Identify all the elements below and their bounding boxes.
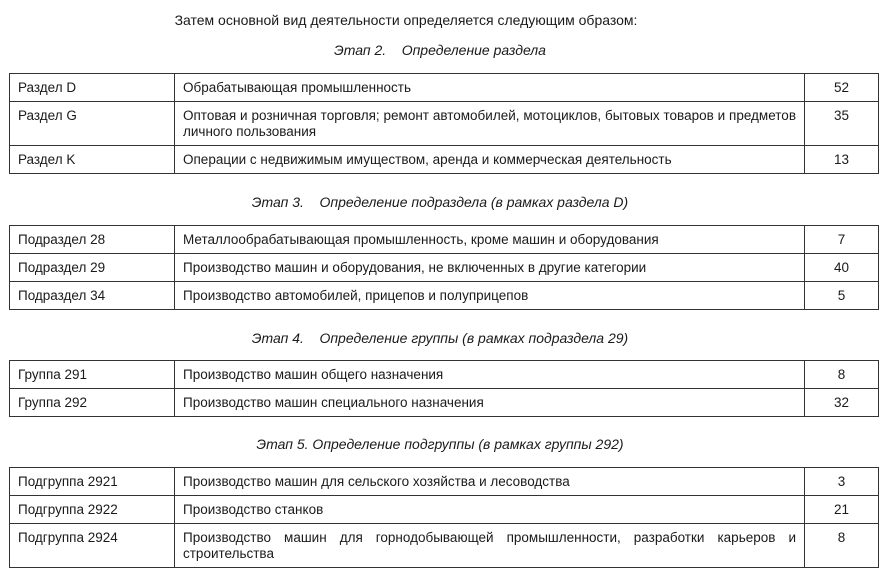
row-code: Группа 291 <box>10 361 175 389</box>
row-description: Производство автомобилей, прицепов и полуприцепов <box>175 282 805 310</box>
intro-text: Затем основной вид деятельности определяется следующим образом: <box>174 12 638 28</box>
table-row <box>10 468 879 496</box>
row-value: 3 <box>805 468 879 496</box>
row-value: 8 <box>805 524 879 568</box>
table-row <box>10 102 879 146</box>
row-description: Производство машин для сельского хозяйства и лесоводства <box>175 468 805 496</box>
row-description: Производство машин общего назначения <box>175 361 805 389</box>
row-description: Производство машин специального назначения <box>175 389 805 417</box>
row-value: 32 <box>805 389 879 417</box>
stage-5-title: Этап 5. Определение подгруппы (в рамках группы 292) <box>256 436 624 452</box>
stage-3-table <box>9 225 879 310</box>
row-description: Производство машин и оборудования, не включенных в другие категории <box>175 254 805 282</box>
table-row <box>10 282 879 310</box>
table-row <box>10 74 879 102</box>
row-description: Производство станков <box>175 496 805 524</box>
row-code: Раздел D <box>10 74 175 102</box>
stage-2-title: Этап 2. Определение раздела <box>334 42 546 58</box>
row-code: Подгруппа 2921 <box>10 468 175 496</box>
table-row <box>10 146 879 174</box>
table-row <box>10 496 879 524</box>
row-value: 13 <box>805 146 879 174</box>
row-code: Подраздел 29 <box>10 254 175 282</box>
row-description: Обрабатывающая промышленность <box>175 74 805 102</box>
row-description: Оптовая и розничная торговля; ремонт автомобилей, мотоциклов, бытовых товаров и предметов личного пользования <box>175 102 805 146</box>
table-row <box>10 524 879 568</box>
table-row <box>10 361 879 389</box>
row-value: 21 <box>805 496 879 524</box>
row-value: 35 <box>805 102 879 146</box>
row-description: Производство машин для горнодобывающей промышленности, разработки карьеров и строительства <box>175 524 805 568</box>
stage-2-table <box>9 73 879 174</box>
row-value: 52 <box>805 74 879 102</box>
row-code: Подгруппа 2922 <box>10 496 175 524</box>
row-value: 7 <box>805 226 879 254</box>
stage-3-title: Этап 3. Определение подраздела (в рамках раздела D) <box>251 194 629 210</box>
table-row <box>10 389 879 417</box>
row-code: Раздел K <box>10 146 175 174</box>
table-row <box>10 226 879 254</box>
row-description: Операции с недвижимым имуществом, аренда и коммерческая деятельность <box>175 146 805 174</box>
row-value: 5 <box>805 282 879 310</box>
row-code: Подраздел 28 <box>10 226 175 254</box>
row-code: Раздел G <box>10 102 175 146</box>
row-code: Подгруппа 2924 <box>10 524 175 568</box>
row-description: Металлообрабатывающая промышленность, кроме машин и оборудования <box>175 226 805 254</box>
row-code: Группа 292 <box>10 389 175 417</box>
row-value: 40 <box>805 254 879 282</box>
stage-5-table <box>9 467 879 568</box>
row-value: 8 <box>805 361 879 389</box>
stage-4-title: Этап 4. Определение группы (в рамках подраздела 29) <box>251 330 629 346</box>
row-code: Подраздел 34 <box>10 282 175 310</box>
table-row <box>10 254 879 282</box>
stage-4-table <box>9 360 879 417</box>
